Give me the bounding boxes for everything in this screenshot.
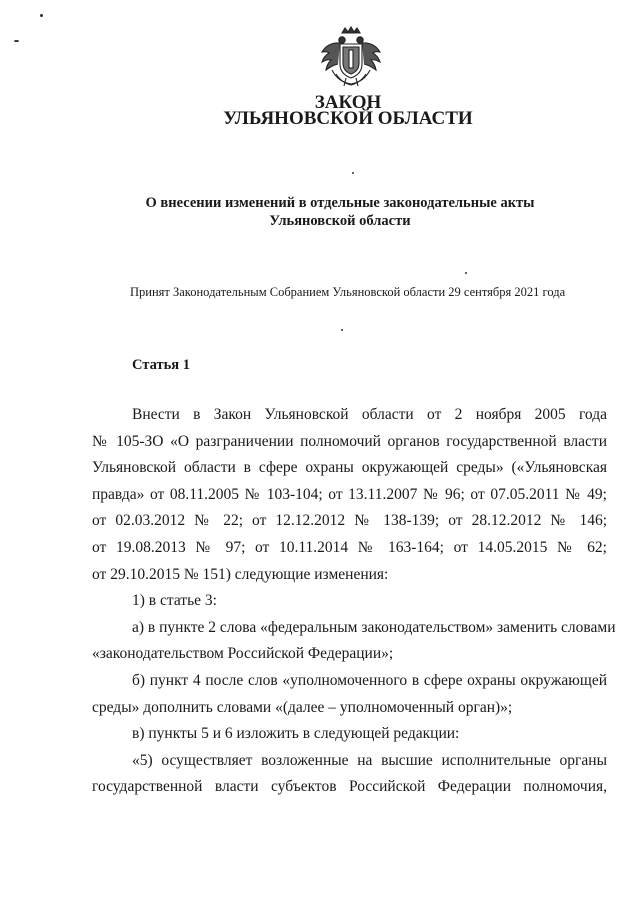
article-body: [92, 402, 616, 801]
body-line: в) пункты 5 и 6 изложить в следующей редакции:: [132, 725, 460, 743]
body-line: от 02.03.2012 № 22; от 12.12.2012 № 138-139; от 28.12.2012 № 146;: [92, 512, 607, 530]
body-line: среды» дополнить словами «(далее – уполномоченный орган)»;: [92, 698, 513, 716]
scan-speck: [341, 329, 343, 331]
body-line: от 29.10.2015 № 151) следующие изменения:: [92, 565, 389, 583]
scan-speck: [465, 272, 467, 274]
adoption-note: Принят Законодательным Собранием Ульяновской области 29 сентября 2021 года: [130, 285, 566, 299]
body-line: а) в пункте 2 слова «федеральным законодательством» заменить словами: [132, 618, 616, 636]
body-line: правда» от 08.11.2005 № 103-104; от 13.11.2007 № 96; от 07.05.2011 № 49;: [92, 485, 607, 503]
law-title-line1: ЗАКОН: [314, 92, 382, 113]
body-line: 1) в статье 3:: [132, 592, 217, 610]
coat-of-arms-emblem: [318, 26, 384, 88]
law-subject-line2: Ульяновской области: [269, 213, 411, 229]
article-heading: Статья 1: [132, 357, 190, 373]
body-line: государственной власти субъектов Российской Федерации полномочия,: [92, 778, 607, 796]
scan-speck: [40, 14, 43, 17]
body-line: «5) осуществляет возложенные на высшие исполнительные органы: [132, 751, 607, 769]
body-line: Ульяновской области в сфере охраны окружающей среды» («Ульяновская: [92, 459, 607, 477]
body-line: Внести в Закон Ульяновской области от 2 ноября 2005 года: [132, 406, 607, 423]
body-line: «законодательством Российской Федерации»;: [92, 645, 394, 663]
body-line: № 105-ЗО «О разграничении полномочий органов государственной власти: [92, 432, 607, 450]
body-line: от 19.08.2013 № 97; от 10.11.2014 № 163-164; от 14.05.2015 № 62;: [92, 538, 607, 556]
law-title-line2: УЛЬЯНОВСКОЙ ОБЛАСТИ: [223, 108, 473, 129]
scan-speck: [14, 40, 19, 42]
law-subject-line1: О внесении изменений в отдельные законодательные акты: [145, 195, 535, 211]
scan-speck: [352, 172, 354, 174]
body-line: б) пункт 4 после слов «уполномоченного в сфере охраны окружающей: [132, 671, 607, 689]
